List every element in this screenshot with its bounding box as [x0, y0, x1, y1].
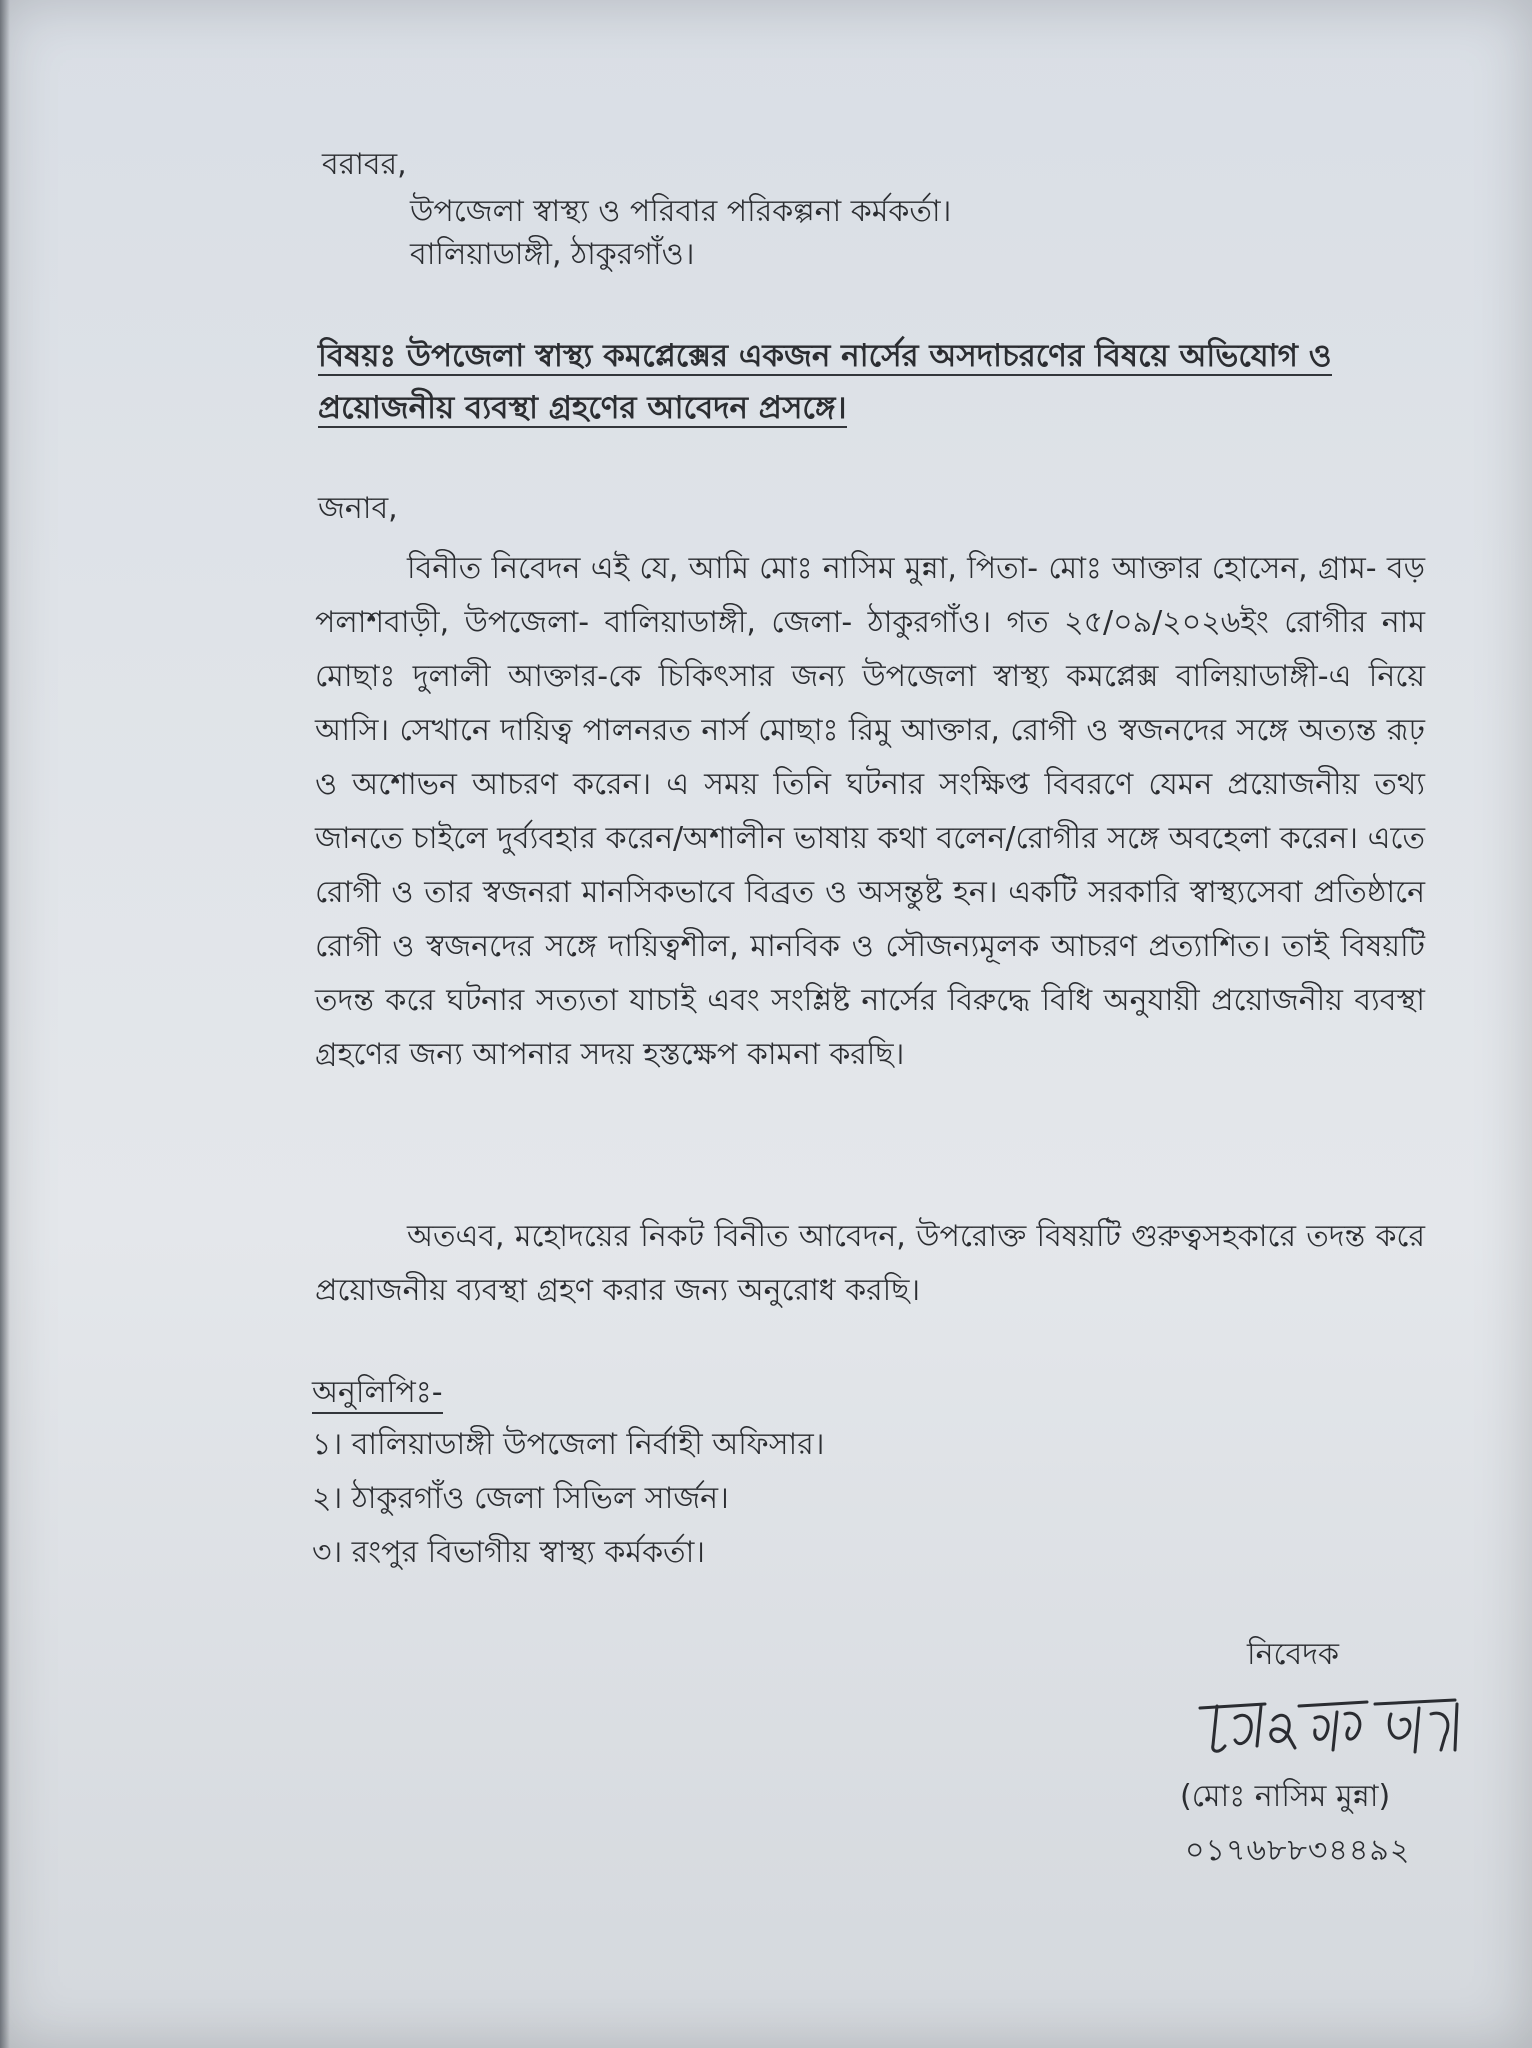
cc-heading [312, 1375, 443, 1410]
cc-item: ৩। রংপুর বিভাগীয় স্বাস্থ্য কর্মকর্তা। [312, 1535, 705, 1570]
salutation-to: বরাবর, [322, 147, 407, 182]
recipient-line-1: উপজেলা স্বাস্থ্য ও পরিবার পরিকল্পনা কর্মকর্তা। [410, 194, 952, 229]
greeting: জনাব, [318, 491, 398, 526]
subject-line-2: প্রয়োজনীয় ব্যবস্থা গ্রহণের আবেদন প্রসঙ্গে। [318, 390, 847, 426]
body-paragraph [315, 542, 1425, 1082]
phone-number: ০১৭৬৮৮৩৪৪৯২ [1185, 1833, 1411, 1868]
cc-heading-text: অনুলিপিঃ- [312, 1375, 443, 1414]
body-text: বিনীত নিবেদন এই যে, আমি মোঃ নাসিম মুন্না, পিতা- মোঃ আক্তার হোসেন, গ্রাম- বড় পলাশবাড়ী, উপজেলা- বালিয়াডাঙ্গী, জেলা- ঠাকুরগাঁও। গত ২৫/০৯/২০২৬ইং রোগীর নাম মোছাঃ দুলালী আক্তার-কে চিকিৎসার জন্য উপজেলা স্বাস্থ্য কমপ্লেক্স বালিয়াডাঙ্গী-এ নিয়ে আসি। সেখানে দায়িত্ব পালনরত নার্স মোছাঃ রিমু আক্তার, রোগী ও স্বজনদের সঙ্গে অত্যন্ত রূঢ় ও অশোভন আচরণ করেন। এ সময় তিনি ঘটনার সংক্ষিপ্ত বিবরণে যেমন প্রয়োজনীয় তথ্য জানতে চাইলে দুর্ব্যবহার করেন/অশালীন ভাষায় কথা বলেন/রোগীর সঙ্গে অবহেলা করেন। এতে রোগী ও তার স্বজনরা মানসিকভাবে বিব্রত ও অসন্তুষ্ট হন। একটি সরকারি স্বাস্থ্যসেবা প্রতিষ্ঠানে রোগী ও স্বজনদের সঙ্গে দায়িত্বশীল, মানবিক ও সৌজন্যমূলক আচরণ প্রত্যাশিত। তাই বিষয়টি তদন্ত করে ঘটনার সত্যতা যাচাই এবং সংশ্লিষ্ট নার্সের বিরুদ্ধে বিধি অনুযায়ী প্রয়োজনীয় ব্যবস্থা গ্রহণের জন্য আপনার সদয় হস্তক্ষেপ কামনা করছি। [315, 551, 1425, 1072]
handwritten-signature [1195, 1690, 1475, 1770]
cc-item: ২। ঠাকুরগাঁও জেলা সিভিল সার্জন। [312, 1481, 729, 1516]
closing-text: অতএব, মহোদয়ের নিকট বিনীত আবেদন, উপরোক্ত বিষয়টি গুরুত্বসহকারে তদন্ত করে প্রয়োজনীয় ব্যবস্থা গ্রহণ করার জন্য অনুরোধ করছি। [315, 1219, 1425, 1308]
sign-off: নিবেদক [1247, 1637, 1339, 1672]
recipient-line-2: বালিয়াডাঙ্গী, ঠাকুরগাঁও। [410, 237, 695, 272]
signer-name: (মোঃ নাসিম মুন্না) [1180, 1779, 1391, 1814]
subject [318, 330, 1388, 434]
paper-edge-shadow [0, 0, 10, 2048]
subject-line-1: বিষয়ঃ উপজেলা স্বাস্থ্য কমপ্লেক্সের একজন নার্সের অসদাচরণের বিষয়ে অভিযোগ ও [318, 338, 1332, 374]
cc-item: ১। বালিয়াডাঙ্গী উপজেলা নির্বাহী অফিসার। [312, 1427, 825, 1462]
closing-paragraph [315, 1210, 1425, 1318]
